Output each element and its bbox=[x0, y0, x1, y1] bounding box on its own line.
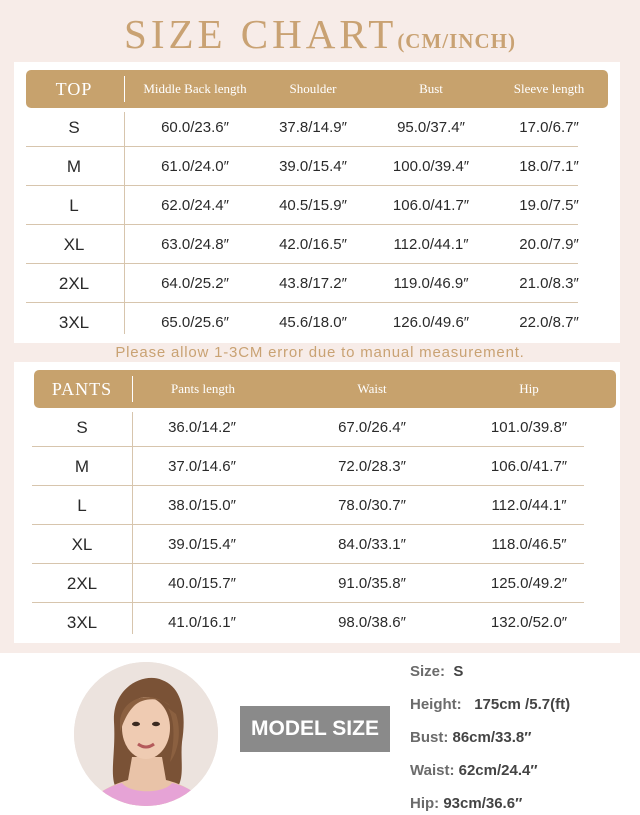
stat-value: 175cm /5.7(ft) bbox=[474, 696, 571, 713]
table-cell: 21.0/8.3″ bbox=[519, 275, 579, 292]
table-cell: 100.0/39.4″ bbox=[392, 158, 470, 175]
model-portrait-icon bbox=[74, 662, 218, 806]
table-cell: 22.0/8.7″ bbox=[519, 314, 579, 331]
header-waist: Waist bbox=[357, 381, 387, 396]
size-label: XL bbox=[63, 234, 85, 254]
pants-size-table bbox=[14, 362, 620, 643]
header-middle-back-length: Middle Back length bbox=[143, 81, 247, 96]
table-cell: 61.0/24.0″ bbox=[161, 158, 229, 175]
size-label: S bbox=[76, 417, 88, 437]
table-cell: 19.0/7.5″ bbox=[519, 197, 579, 214]
table-cell: 18.0/7.1″ bbox=[519, 158, 579, 175]
table-row bbox=[32, 603, 602, 642]
header-pants: PANTS bbox=[51, 379, 113, 399]
stat-value: 62cm/24.4″ bbox=[458, 762, 538, 779]
table-row bbox=[32, 564, 602, 603]
table-cell: 91.0/35.8″ bbox=[338, 575, 406, 592]
table-cell: 72.0/28.3″ bbox=[338, 458, 406, 475]
table-cell: 65.0/25.6″ bbox=[161, 314, 229, 331]
table-cell: 42.0/16.5″ bbox=[279, 236, 347, 253]
table-row bbox=[32, 486, 602, 525]
model-size-badge: MODEL SIZE bbox=[240, 706, 390, 752]
header-pants-length: Pants length bbox=[171, 381, 235, 396]
title-main: SIZE CHART bbox=[124, 11, 398, 57]
size-label: 2XL bbox=[58, 273, 90, 293]
header-top: TOP bbox=[55, 79, 93, 99]
pants-table-header bbox=[34, 370, 616, 408]
table-row bbox=[32, 408, 602, 447]
stat-label: Waist: bbox=[410, 762, 455, 779]
header-shoulder: Shoulder bbox=[289, 81, 337, 96]
table-cell: 132.0/52.0″ bbox=[490, 614, 568, 631]
table-row bbox=[26, 108, 608, 147]
table-cell: 41.0/16.1″ bbox=[168, 614, 236, 631]
header-bust: Bust bbox=[419, 81, 443, 96]
stat-label: Hip: bbox=[410, 795, 440, 812]
table-cell: 64.0/25.2″ bbox=[161, 275, 229, 292]
table-cell: 17.0/6.7″ bbox=[519, 119, 579, 136]
table-row bbox=[26, 264, 608, 303]
stat-label: Height: bbox=[410, 696, 462, 713]
table-cell: 39.0/15.4″ bbox=[279, 158, 347, 175]
size-label: 2XL bbox=[66, 573, 98, 593]
header-divider bbox=[124, 76, 125, 102]
header-hip: Hip bbox=[519, 381, 539, 396]
table-row bbox=[32, 525, 602, 564]
stat-value: 86cm/33.8″ bbox=[452, 729, 532, 746]
size-label: M bbox=[74, 456, 90, 476]
size-label: S bbox=[68, 117, 80, 137]
table-cell: 84.0/33.1″ bbox=[338, 536, 406, 553]
table-cell: 40.5/15.9″ bbox=[279, 197, 347, 214]
page-title bbox=[0, 10, 640, 58]
model-stat-waist bbox=[410, 761, 538, 781]
table-cell: 98.0/38.6″ bbox=[338, 614, 406, 631]
table-cell: 78.0/30.7″ bbox=[338, 497, 406, 514]
table-row bbox=[26, 186, 608, 225]
size-label: L bbox=[77, 495, 87, 515]
table-cell: 40.0/15.7″ bbox=[168, 575, 236, 592]
table-cell: 62.0/24.4″ bbox=[161, 197, 229, 214]
table-cell: 45.6/18.0″ bbox=[279, 314, 347, 331]
table-cell: 37.0/14.6″ bbox=[168, 458, 236, 475]
model-photo bbox=[74, 662, 218, 806]
table-cell: 106.0/41.7″ bbox=[490, 458, 568, 475]
table-cell: 38.0/15.0″ bbox=[168, 497, 236, 514]
top-table-header bbox=[26, 70, 608, 108]
table-cell: 95.0/37.4″ bbox=[397, 119, 465, 136]
stat-value: S bbox=[453, 663, 464, 680]
table-cell: 43.8/17.2″ bbox=[279, 275, 347, 292]
top-size-table bbox=[14, 62, 620, 343]
table-cell: 119.0/46.9″ bbox=[393, 275, 469, 292]
table-cell: 37.8/14.9″ bbox=[279, 119, 347, 136]
table-cell: 63.0/24.8″ bbox=[161, 236, 229, 253]
table-row bbox=[26, 225, 608, 264]
model-stat-bust bbox=[410, 728, 531, 748]
stat-value: 93cm/36.6″ bbox=[443, 795, 523, 812]
table-cell: 101.0/39.8″ bbox=[490, 419, 568, 436]
title-units: (CM/INCH) bbox=[397, 29, 516, 53]
header-divider bbox=[132, 376, 133, 402]
table-cell: 36.0/14.2″ bbox=[168, 419, 236, 436]
size-label: 3XL bbox=[66, 612, 98, 632]
table-cell: 112.0/44.1″ bbox=[491, 497, 567, 514]
stat-label: Size: bbox=[410, 663, 446, 680]
table-cell: 67.0/26.4″ bbox=[338, 419, 406, 436]
table-cell: 118.0/46.5″ bbox=[491, 536, 567, 553]
table-row bbox=[26, 147, 608, 186]
size-label: XL bbox=[71, 534, 93, 554]
table-cell: 106.0/41.7″ bbox=[392, 197, 470, 214]
table-cell: 112.0/44.1″ bbox=[393, 236, 469, 253]
table-row bbox=[32, 447, 602, 486]
model-stat-size bbox=[410, 662, 463, 682]
size-label: M bbox=[66, 156, 82, 176]
table-cell: 125.0/49.2″ bbox=[490, 575, 568, 592]
size-label: L bbox=[69, 195, 79, 215]
size-label: 3XL bbox=[58, 312, 90, 332]
header-sleeve-length: Sleeve length bbox=[513, 81, 585, 96]
table-cell: 20.0/7.9″ bbox=[519, 236, 579, 253]
table-cell: 60.0/23.6″ bbox=[161, 119, 229, 136]
table-row bbox=[26, 303, 608, 342]
stat-label: Bust: bbox=[410, 729, 449, 746]
model-stat-height bbox=[410, 695, 570, 715]
model-stat-hip bbox=[410, 794, 522, 814]
model-size-section bbox=[0, 653, 640, 815]
measurement-note: Please allow 1-3CM error due to manual measurement. bbox=[115, 344, 525, 361]
table-cell: 126.0/49.6″ bbox=[392, 314, 470, 331]
table-cell: 39.0/15.4″ bbox=[168, 536, 236, 553]
